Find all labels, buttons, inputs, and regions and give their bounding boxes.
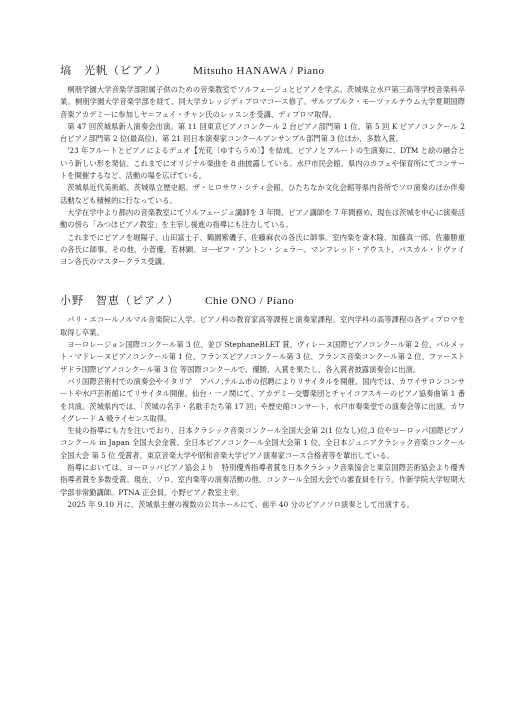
- biography-paragraph: 第 47 回茨城県新人演奏会出演。第 11 回東京ピアノコンクール 2 台ピアノ部門第 1 位、第 5 回 K ピアノコンクール 2 台ピアノ部門第 2 位(最高位)、第 21 回日本演奏家コンクールアンサンブル部門第 3 位ほか、多数入賞。: [60, 121, 465, 144]
- biography-paragraph: 2025 年 9.10 月に、茨城県主催の複数の公共ホールにて、前半 40 分のピアノソロ演奏として出演する。: [67, 499, 414, 509]
- performer-name-english: Chie ONO / Piano: [205, 295, 295, 308]
- biography-paragraph: これまでにピアノを堀陽子、山田富士子、鶴園紫磯子、佐藤麻衣の各氏に師事。室内楽を斎木隆、加藤真一郎、佐藤勝重の各氏に師事。その他、小菅優、若林顕、ヨーゼフ・アントン・シェラー、マンフレッド・アウスト、パスカル・ドヴァイヨン各氏のマスタークラス受講。: [60, 232, 465, 267]
- performer-heading: [60, 292, 465, 308]
- performer-heading: [60, 62, 465, 78]
- biography-paragraph: ヨーロレージョン国際コンクール第 3 位、並び StephaneBLET 賞、ヴィレーヌ国際ピアノコンクール第 2 位、バルメット・マドレーヌピアノコンクール第 1 位、フランスピアノコンクール第 3 位、フランス音楽コンクール第 2 位、ファーストザドラ国際ピアノコンクール第 3 位 等国際コンクールで、優勝、入賞を果たし、各入賞者披露演奏会に出演。: [60, 340, 465, 374]
- biography-paragraph: 桐朋学園大学音楽学部附属子供のための音楽教室でソルフェージュとピアノを学ぶ。茨城県立水戸第三高等学校音楽科卒業。桐朋学園大学音楽学部を経て、同大学カレッジディプロマコース修了。ザルツブルク・モーツァルテウム大学夏期国際音楽アカデミーに参加しヤ＝フェイ・チャン氏のレッスンを受講、ディプロマ取得。: [60, 85, 465, 119]
- performer-name-japanese: 塙 光帆（ピアノ）: [60, 64, 168, 77]
- biography-paragraph: パリ国際芸術村での演奏会やイタリア アパノ,テルム市の招聘によりリサイタルを開催。国内では、カワイサロンコンサートや水戸芸術館にてリサイタル開催。仙台・一ノ関にて、アカデミー交響楽団とチャイコフスキーのピアノ協奏曲第 1 番を共演。茨城県内では、「茨城の名手・名歌手たち第 17 回」や歴史館コンサート、水戸市奏楽堂での演奏会等に出演。カワイグレード A 級ライセンス取得。: [60, 376, 465, 423]
- biography-paragraph: パリ・エコールノルマル音楽院に入学。ピアノ科の教育家高等課程と演奏家課程、室内学科の高等課程の各ディプロマを取得し卒業。: [60, 315, 465, 337]
- biography-paragraph: 大学在学中より都内の音楽教室にてソルフェージュ講師を 3 年間、ピアノ講師を 7 年間務め、現在は茨城を中心に演奏活動の傍ら「みつほピアノ教室」を主宰し後進の指導にも注力している。: [60, 207, 465, 230]
- performer-name-japanese: 小野 智恵（ピアノ）: [60, 294, 180, 308]
- biography-chie-ono: [60, 292, 465, 511]
- biography-paragraph: 茨城県近代美術館、茨城県立歴史館、ザ・ヒロサワ・シティ会館、ひたちなか文化会館等県内各所でソロ演奏のほか伴奏活動なども積極的に行なっている。: [60, 183, 465, 205]
- biography-paragraph: 生徒の指導にも力を注いでおり、日本クラシック音楽コンクール全国大会第 2(1 位なし)位,3 位やヨーロッパ国際ピアノコンクール in Japan 全国大会金賞、全日本ピアノコンクール全国大会第 1 位、全日本ジュニアクラシック音楽コンクール全国大会 第 5 位 受賞者、東京音楽大学や昭和音楽大学ピアノ演奏家コース合格者等を輩出している。: [60, 426, 465, 460]
- biography-paragraph: '23 年フルートとピアノによるデュオ【光花〔ゆすらうめ〕】を結成。ピアノとフルートの生演奏に、DTM と絵の融合という新しい形を発信、これまでにオリジナル楽曲を 8 曲披露している。水戸市民会館、県内のカフェや保育所にてコンサートを開催するなど、活動の場を広げている。: [60, 146, 465, 181]
- biography-mitsuho-hanawa: [60, 62, 465, 268]
- performer-name-english: Mitsuho HANAWA / Piano: [193, 65, 325, 77]
- biography-paragraph: 指導においては、ヨーロッパピアノ協会より 特別優秀指導者賞を日本クラシック音楽協会と東京国際芸術協会より優秀指導者賞を多数受賞。現在、ソロ、室内楽等の演奏活動の他、コンクール全国大会での審査員を行う。作新学院大学短期大学部非常勤講師。PTNA 正会員。小野ピアノ教室主宰。: [60, 463, 465, 497]
